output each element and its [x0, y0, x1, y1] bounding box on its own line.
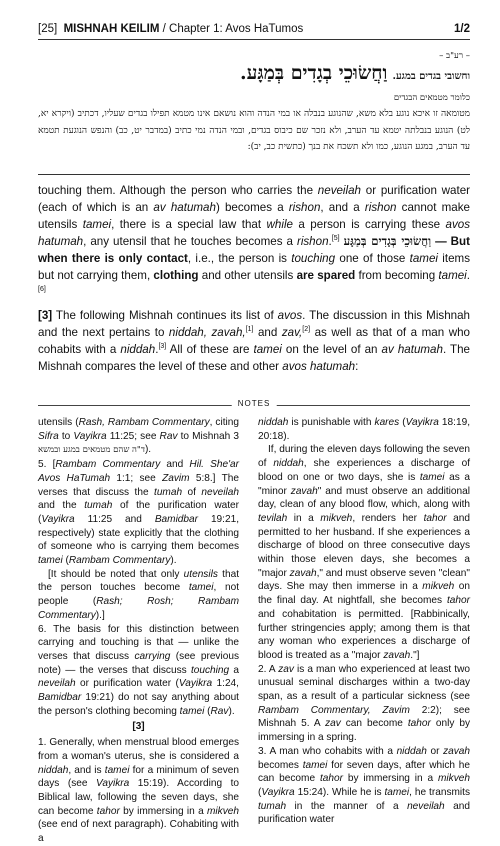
note-5-addendum: [It should be noted that only utensils that the person touches become tamei, not people (Rash; Rosh; Rambam Commentary).] [38, 568, 240, 621]
page-number: [25] [38, 23, 58, 35]
note-1: 1. Generally, when menstrual blood emerges from a woman's uterus, she is considered a niddah, and is tamei for a minimum of seven days (see Vayikra 15:19). According to Biblical law, following the seven days, she can become tahor by immersing in a mikveh (see end of next paragraph). Cohabiting with a [38, 737, 239, 845]
body-paragraph-1: touching them. Although the person who carries the neveilah or purification water (each of which is an av hatumah) becomes a rishon, and a rishon cannot make utensils tamei, there is a special law that while a person is carrying these avos hatumah, any utensil that he touches becomes a rishon.[5] וַחֲשׂוּכֵי בְּגָדִים בְּמַגָּע — But when there is only contact, i.e., the person is touching one of those tamei items but not carrying them, clothing and other utensils are spared from becoming tamei.[6] [38, 184, 471, 294]
note-6: 6. The basis for this distinction between carrying and touching is that — unlike the verses that discuss carrying (see previous note) — the verses that discuss touching a neveilah or purification water (Vayikra 1:24, Bamidbar 19:21) do not say anything about the person's clothing becoming tamei (Rav). [38, 623, 240, 717]
note-2: 2. A zav is a man who experienced at least two unusual seminal discharges within a two-day span, as a result of a particular sickness (see Rambam Commentary, Zavim 2:2); see Mishnah 5. A zav can become tahor only by immersing in a spring. [258, 663, 470, 744]
mishnah-number: [3] [38, 309, 53, 322]
notes-label: NOTES [232, 399, 277, 408]
note-1-paragraph-2: If, during the eleven days following the seven of niddah, she experiences a discharge of blood on one or two days, she is tamei as a "minor zavah" and must observe an additional day, clean of any blood flow, which, along with tevilah in a mikveh, renders her tahor and permitted to her husband. If she experiences a discharge of blood on three consecutive days within those eleven days, she becomes a "major zavah," and must observe seven "clean" days. She may then immerse in a mikveh on the final day. At nightfall, she becomes tahor and cohabitation is permitted. [Rabbinically, further stringencies apply; among them is that any woman who experiences a discharge of blood is treated as a "major zavah."] [258, 444, 471, 661]
notes-column-left [38, 416, 239, 846]
rav-commentary: מטומאה זו איכא נוגע בלא משא, שהנוגע בנבלה או במי הנדה והוא נושאם אינו מטמא תפילו בגדים שעליו, דכתיב (ויקרא יא, לט) הנוגע בנבלתה יטמא עד הערב, ולא נזכר שם כיבוס בגדים, ובמי הנדה נמי כתיב (במדבר יט, כב) והנפש הנוגעת תטמא עד הערב, במגע הנוגע, כמו ולא תשכח את בנך (כתשית כב, יב): [38, 109, 470, 152]
header-rule [38, 39, 470, 40]
mishnah-main: וַחֲשׂוּכֵי בְגָדִים בְּמַגָּע. [240, 62, 388, 84]
footnote-ref: [2] [302, 326, 311, 334]
mishnah-lead: וחשובי בגדים במגע. [392, 71, 470, 82]
mishnah-text [38, 62, 470, 88]
note-3: 3. A man who cohabits with a niddah or zavah becomes tamei for seven days, after which he can become tahor by immersing in a mikveh (Vayikra 15:24). While he is tamei, he transmits tumah in the manner of a neveilah and purification water [258, 745, 470, 826]
folio-number: 1/2 [454, 23, 470, 35]
running-header [38, 23, 470, 39]
chapter-title: / Chapter 1: Avos HaTumos [162, 23, 304, 35]
book-title: MISHNAH KEILIM [63, 23, 160, 35]
header-left [38, 23, 303, 35]
mishnah-gloss: כלומר מטמאים הבגדים [393, 93, 470, 103]
notes-divider [38, 400, 470, 410]
translation-body [38, 182, 470, 375]
note-1-continuation: niddah is punishable with kares (Vayikra 18:19, 20:18). [258, 417, 471, 442]
notes-column-right [258, 416, 470, 827]
hebrew-lemma: וַחֲשׂוּכֵי בְּגָדִים בְּמַגָּע [343, 234, 432, 248]
footnote-ref: [5] [331, 235, 340, 243]
note-5: 5. [Rambam Commentary and Hil. She'ar Avos HaTumah 1:1; see Zavim 5:8.] The verses that discuss the tumah of neveilah and the tumah of the purification water (Vayikra 11:25 and Bamidbar 19:21, respectively) state explicitly that the clothing of someone who is carrying them becomes tamei (Rambam Commentary). [38, 459, 240, 567]
footnote-ref: [3] [158, 343, 167, 351]
note-continuation: utensils (Rash, Rambam Commentary, citing Sifra to Vayikra 11:25; see Rav to Mishnah 3 ד"ה שהם מטמאים במגע ובמשא). [38, 417, 239, 456]
body-paragraph-2: [3] The following Mishnah continues its list of avos. The discussion in this Mishnah and the next pertains to niddah, zavah,[1] and zav,[2] as well as that of a man who cohabits with a niddah.[3] All of these are tamei on the level of an av hatumah. The Mishnah compares the level of these and other avos hatumah: [38, 309, 471, 373]
footnote-ref: [1] [245, 326, 254, 334]
notes-section-heading: [3] [132, 721, 145, 733]
commentary-ref: – רע"ב – [439, 51, 470, 61]
section-rule [38, 174, 470, 175]
footnote-ref: [6] [38, 286, 46, 294]
